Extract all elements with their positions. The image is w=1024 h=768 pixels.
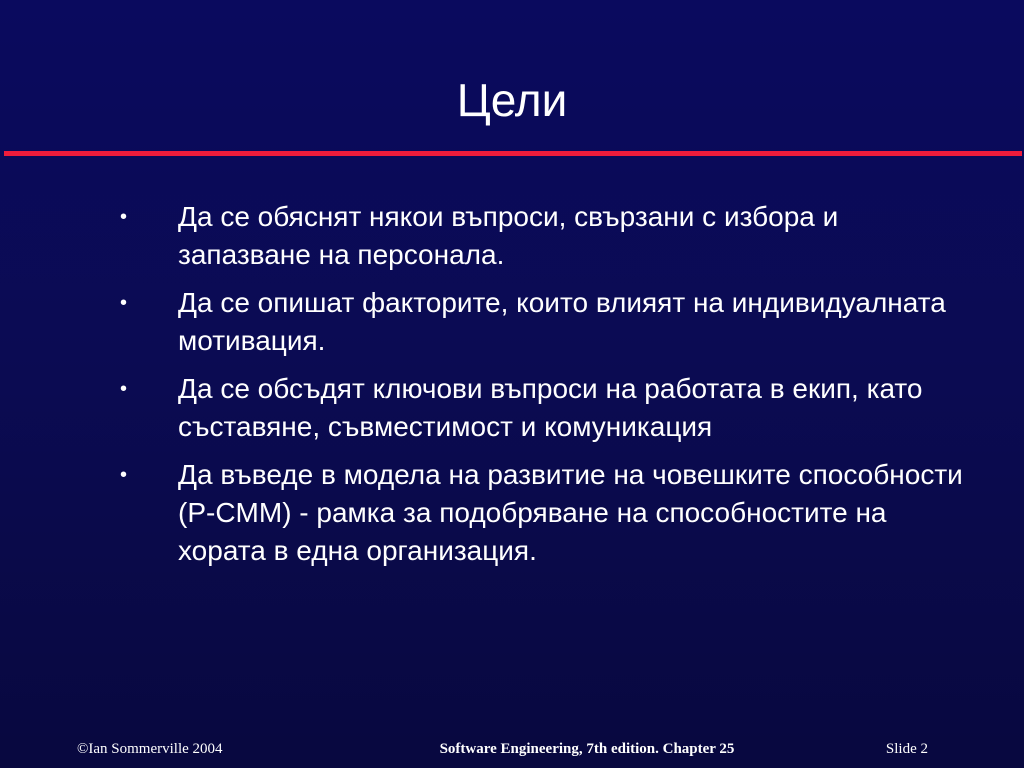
- bullet-text: Да се обяснят някои въпроси, свързани с избора и запазване на персонала.: [178, 201, 839, 270]
- footer-book-title: Software Engineering, 7th edition. Chapter 25: [439, 741, 735, 757]
- bullet-text: Да въведе в модела на развитие на човешките способности (P-CMM) - рамка за подобряване на способностите на хората в една организация.: [178, 459, 963, 566]
- slide-title: Цели: [456, 74, 568, 126]
- footer-slide-number: Slide 2: [885, 741, 928, 757]
- bullet-item: [118, 370, 978, 446]
- bullet-dot-icon: •: [120, 206, 128, 228]
- bullet-item: [118, 198, 978, 274]
- bullet-text: Да се опишат факторите, които влияят на индивидуалната мотивация.: [178, 287, 946, 356]
- title-divider: [4, 151, 1022, 156]
- bullet-dot-icon: •: [120, 464, 128, 486]
- bullet-dot-icon: •: [120, 378, 128, 400]
- bullet-text: Да се обсъдят ключови въпроси на работата в екип, като съставяне, съвместимост и комуникация: [178, 373, 923, 442]
- bullet-item: [118, 456, 978, 570]
- bullet-item: [118, 284, 978, 360]
- footer-copyright: ©Ian Sommerville 2004: [77, 741, 223, 757]
- bullet-list: [118, 198, 978, 580]
- bullet-dot-icon: •: [120, 292, 128, 314]
